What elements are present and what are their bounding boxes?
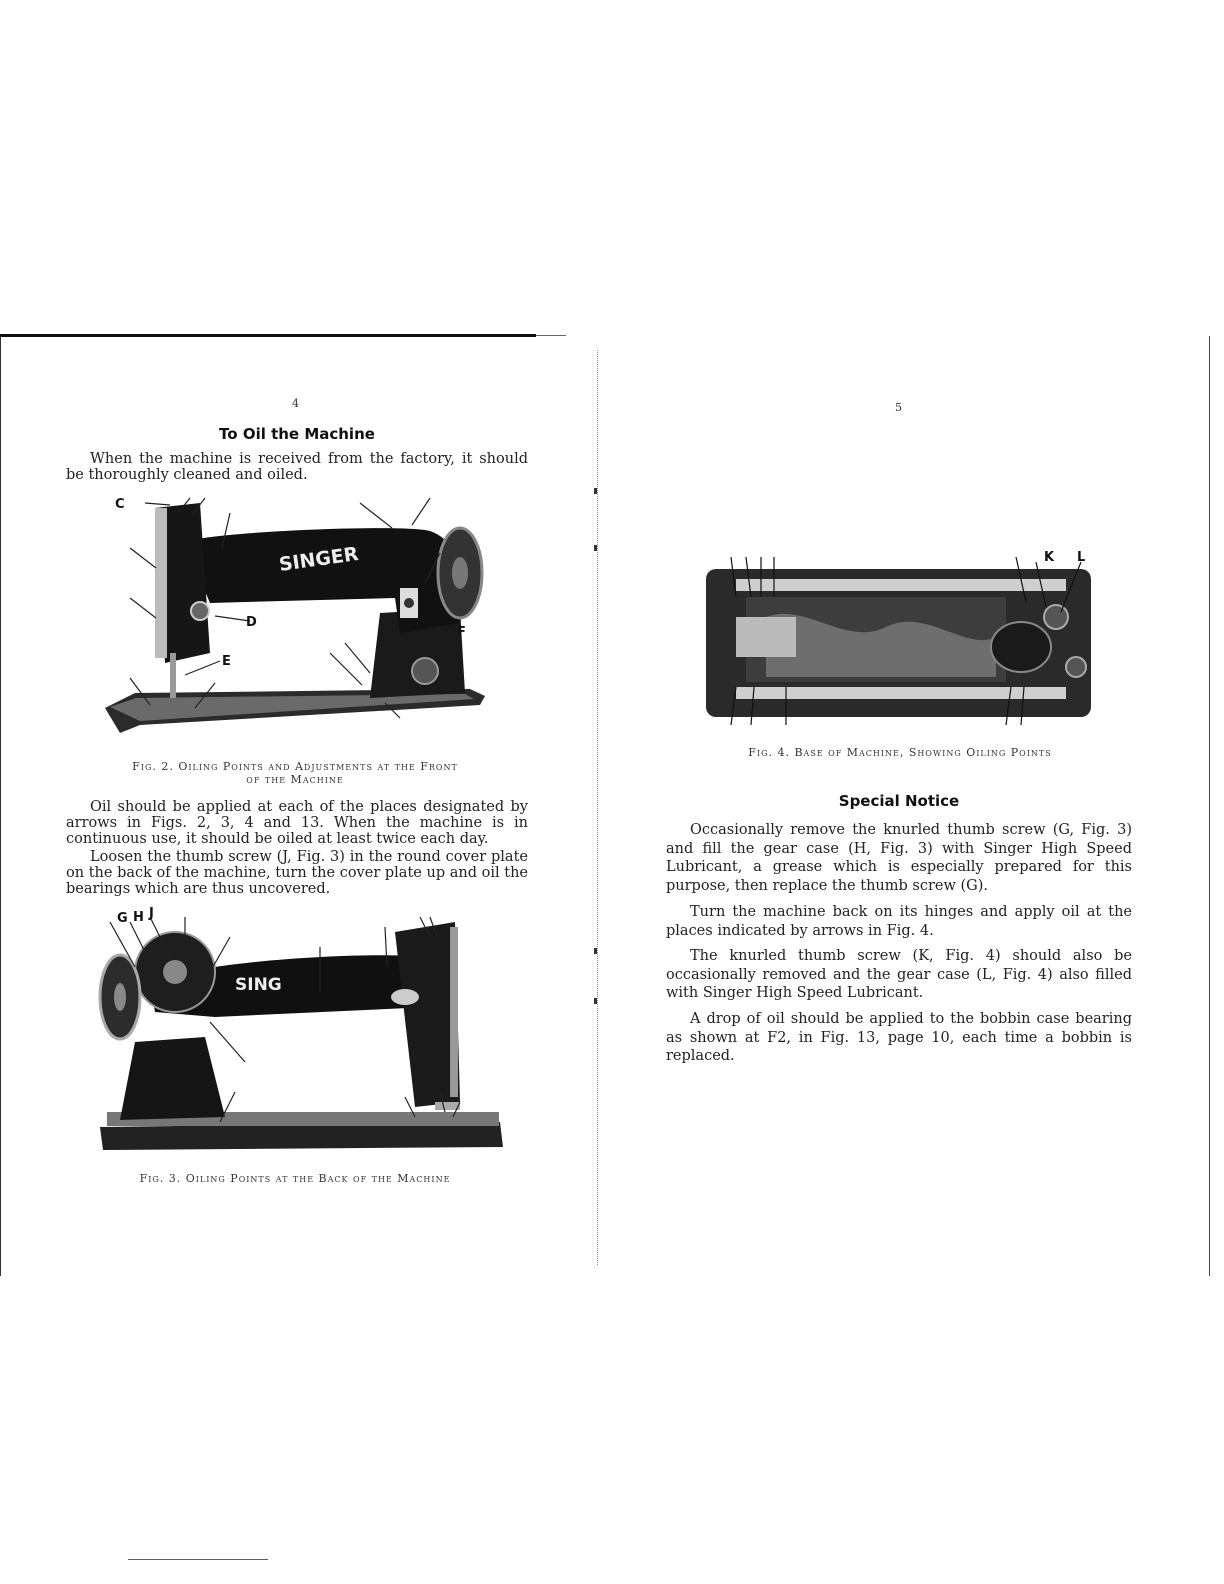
notice-paragraph-4: A drop of oil should be applied to the bobbin case bearing as shown at F2, in Fig. 13, page 10, each time a bobbin is replaced. <box>666 1011 1132 1064</box>
section-heading-oil: To Oil the Machine <box>219 425 375 443</box>
fig4-machine-base-illustration <box>706 557 1094 727</box>
left-page-edge <box>0 336 1 1276</box>
gutter-mark <box>594 998 597 1004</box>
fig3-drawing <box>95 912 510 1157</box>
notice-paragraph-2: Turn the machine back on its hinges and apply oil at the places indicated by arrows in Fig. 4. <box>666 904 1132 939</box>
fig4-label-k: K <box>1044 550 1055 565</box>
fig4-label-l: L <box>1077 550 1086 565</box>
fig2-drawing <box>100 493 490 748</box>
fig2-label-e: E <box>222 654 231 669</box>
notice-paragraph-1: Occasionally remove the knurled thumb screw (G, Fig. 3) and fill the gear case (H, Fig. 3) with Singer High Speed Lubricant, a grease which is especially prepared for this purpose, then replace the thumb screw (G). <box>666 822 1132 894</box>
fig3-brand-text: SING <box>235 975 282 995</box>
fig2-label-c: C <box>115 497 125 512</box>
right-page-edge <box>1209 336 1210 1276</box>
fig3-machine-back-illustration <box>95 912 510 1157</box>
bottom-link-rule <box>128 1559 268 1560</box>
page-number-left: 4 <box>292 397 299 410</box>
notice-paragraph-3: The knurled thumb screw (K, Fig. 4) should also be occasionally removed and the gear case (L, Fig. 4) also filled with Singer High Speed Lubricant. <box>666 948 1132 1001</box>
fig3-label-g: G <box>117 911 128 926</box>
fig2-caption-line2: of the Machine <box>246 773 344 786</box>
section-heading-special-notice: Special Notice <box>838 792 960 810</box>
thumb-screw-paragraph: Loosen the thumb screw (J, Fig. 3) in the round cover plate on the back of the machine, turn the cover plate up and oil the bearings which are thus uncovered. <box>66 849 528 897</box>
fig2-machine-front-illustration <box>100 493 490 748</box>
gutter-mark <box>594 948 597 954</box>
book-gutter <box>597 350 599 1265</box>
fig2-label-f: F <box>457 625 466 640</box>
intro-paragraph: When the machine is received from the factory, it should be thoroughly cleaned and oiled. <box>66 451 528 483</box>
fig4-drawing <box>706 557 1094 727</box>
gutter-mark <box>594 545 597 551</box>
fig2-label-d: D <box>246 615 257 630</box>
top-rule-tail <box>536 335 566 336</box>
fig3-label-h: H <box>133 910 144 925</box>
fig4-caption: Fig. 4. Base of Machine, Showing Oiling Points <box>748 746 1052 759</box>
gutter-mark <box>594 488 597 494</box>
fig3-caption: Fig. 3. Oiling Points at the Back of the Machine <box>139 1172 451 1185</box>
page-number-right: 5 <box>895 401 902 414</box>
top-rule <box>0 334 536 337</box>
fig2-brand-text: SINGER <box>277 543 360 576</box>
oil-points-paragraph: Oil should be applied at each of the places designated by arrows in Figs. 2, 3, 4 and 13. When the machine is in continuous use, it should be oiled at least twice each day. <box>66 799 528 847</box>
fig2-caption-line1: Fig. 2. Oiling Points and Adjustments at the Front <box>132 760 458 773</box>
fig3-label-j: J <box>149 906 154 921</box>
